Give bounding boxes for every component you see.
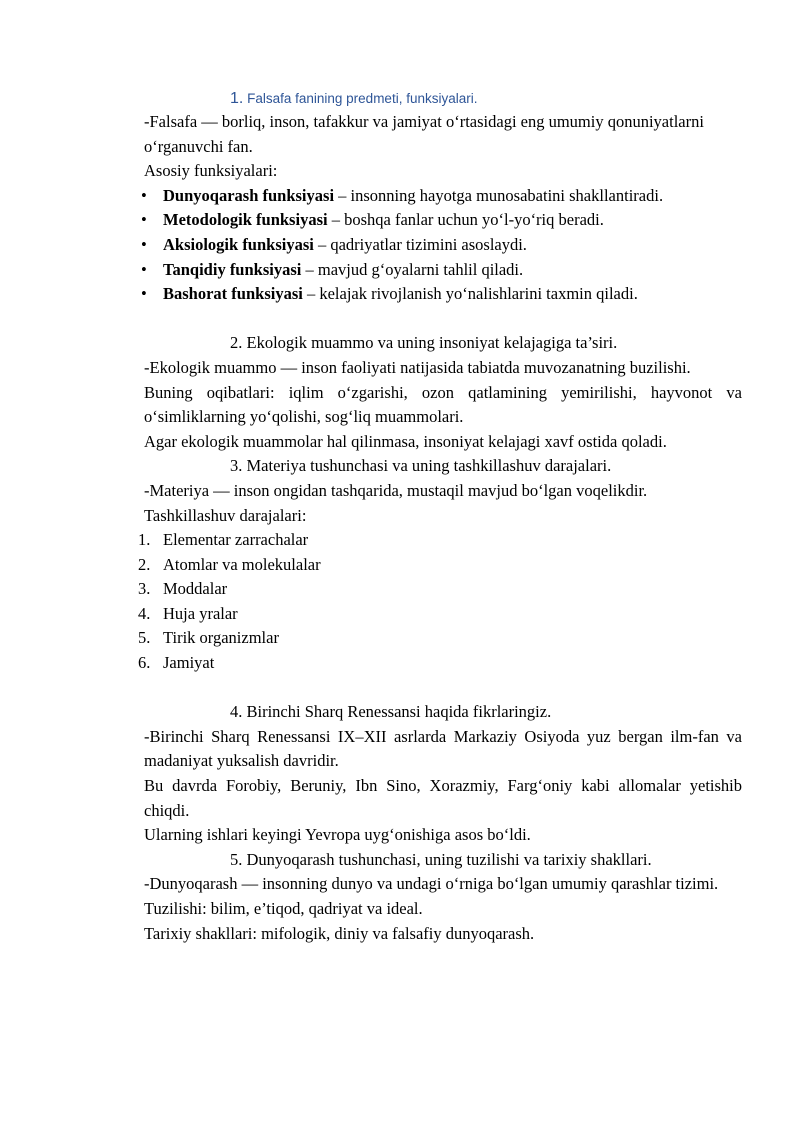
list-number: 3. — [138, 579, 151, 599]
list-item — [138, 651, 742, 676]
section-4-paragraph: Ularning ishlari keyingi Yevropa uyg‘onishiga asos bo‘ldi. — [144, 825, 531, 845]
levels-heading: Tashkillashuv darajalari: — [144, 505, 307, 525]
function-desc: – kelajak rivojlanish yo‘nalishlarini taxmin qiladi. — [302, 284, 638, 304]
section-1-number: 1. — [230, 90, 244, 107]
section-1-definition: -Falsafa — borliq, inson, tafakkur va jamiyat o‘rtasidagi eng umumiy qonuniyatlarni o‘rganuvchi fan. — [144, 112, 704, 156]
function-term: Dunyoqarash funksiyasi — [163, 185, 335, 205]
function-desc: – boshqa fanlar uchun yo‘l-yo‘riq beradi. — [327, 210, 604, 230]
list-item — [138, 528, 742, 553]
functions-list — [144, 184, 742, 307]
function-term: Aksiologik funksiyasi — [163, 234, 314, 254]
list-number: 4. — [138, 603, 151, 623]
section-3-paragraph: -Materiya — inson ongidan tashqarida, mustaqil mavjud bo‘lgan voqelikdir. — [144, 480, 648, 500]
section-2-paragraph: Agar ekologik muammolar hal qilinmasa, insoniyat kelajagi xavf ostida qoladi. — [144, 431, 667, 451]
section-5-heading: 5. Dunyoqarash tushunchasi, uning tuzilishi va tarixiy shakllari. — [230, 849, 652, 869]
function-term: Metodologik funksiyasi — [163, 210, 328, 230]
function-term: Bashorat funksiyasi — [163, 284, 303, 304]
list-text: Tirik organizmlar — [163, 628, 279, 648]
list-number: 6. — [138, 653, 151, 673]
list-item — [144, 208, 742, 233]
document-content — [138, 88, 742, 946]
list-number: 1. — [138, 530, 151, 550]
section-5-paragraph: Tuzilishi: bilim, e’tiqod, qadriyat va ideal. — [144, 899, 423, 918]
list-item — [144, 233, 742, 258]
functions-heading: Asosiy funksiyalari: — [144, 161, 278, 181]
function-desc: – mavjud g‘oyalarni tahlil qiladi. — [301, 259, 524, 279]
section-2-paragraph: Buning oqibatlari: iqlim o‘zgarishi, ozon qatlamining yemirilishi, hayvonot va o‘simliklarning yo‘qolishi, sog‘liq muammolari. — [144, 382, 742, 427]
section-5-paragraph: Tarixiy shakllari: mifologik, diniy va falsafiy dunyoqarash. — [144, 923, 535, 943]
list-item — [138, 553, 742, 578]
list-text: Atomlar va molekulalar — [163, 554, 321, 574]
list-number: 5. — [138, 628, 151, 648]
list-text: Jamiyat — [163, 653, 215, 673]
list-text: Huja yralar — [163, 603, 238, 623]
section-4-paragraph: Bu davrda Forobiy, Beruniy, Ibn Sino, Xorazmiy, Farg‘oniy kabi allomalar yetishib chiqdi. — [144, 776, 742, 820]
function-desc: – insonning hayotga munosabatini shakllantiradi. — [334, 185, 664, 205]
spacer — [144, 307, 742, 332]
section-1-heading — [144, 88, 742, 110]
spacer — [144, 676, 742, 701]
list-text: Elementar zarrachalar — [163, 530, 309, 550]
list-item — [144, 184, 742, 209]
levels-list — [138, 528, 742, 676]
section-4-paragraph: -Birinchi Sharq Renessansi IX–XII asrlarda Markaziy Osiyoda yuz bergan ilm-fan va madaniyat yuksalish davridir. — [144, 726, 742, 771]
list-number: 2. — [138, 554, 151, 574]
section-4-heading: 4. Birinchi Sharq Renessansi haqida fikrlaringiz. — [230, 702, 552, 722]
list-text: Moddalar — [163, 579, 228, 599]
section-2-paragraph: -Ekologik muammo — inson faoliyati natijasida tabiatda muvozanatning buzilishi. — [144, 357, 691, 377]
section-3-heading: 3. Materiya tushunchasi va uning tashkillashuv darajalari. — [230, 456, 612, 476]
list-item — [138, 602, 742, 627]
section-5-paragraph: -Dunyoqarash — insonning dunyo va undagi o‘rniga bo‘lgan umumiy qarashlar tizimi. — [144, 874, 719, 894]
list-item — [144, 258, 742, 283]
function-term: Tanqidiy funksiyasi — [163, 259, 302, 279]
list-item — [138, 577, 742, 602]
list-item — [138, 626, 742, 651]
section-2-heading: 2. Ekologik muammo va uning insoniyat kelajagiga ta’siri. — [230, 333, 618, 353]
function-desc: – qadriyatlar tizimini asoslaydi. — [313, 234, 527, 254]
list-item — [144, 282, 742, 307]
section-1-title: Falsafa fanining predmeti, funksiyalari. — [247, 91, 478, 106]
